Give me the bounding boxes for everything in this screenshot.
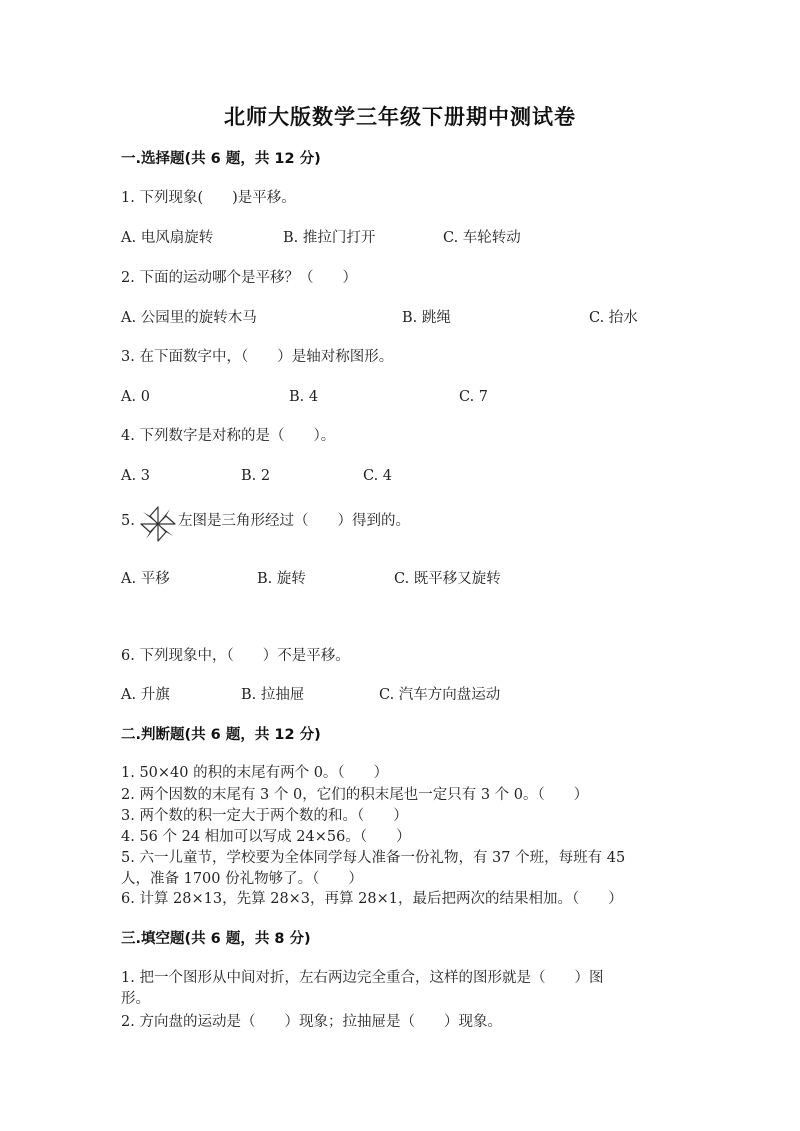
fill-item-2: 2. 方向盘的运动是（ ）现象；拉抽屉是（ ）现象。: [121, 1014, 502, 1030]
question-1-option-a: A. 电风扇旋转: [121, 230, 214, 246]
question-1-stem: 1. 下列现象( )是平移。: [121, 190, 296, 206]
question-2-option-a: A. 公园里的旋转木马: [121, 310, 257, 326]
judgement-item-4: 4. 56 个 24 相加可以写成 24×56。（ ）: [121, 829, 411, 845]
question-4-option-a: A. 3: [121, 468, 150, 484]
question-4-option-c: C. 4: [363, 468, 393, 484]
question-6-option-b: B. 拉抽屉: [241, 687, 305, 703]
question-6-option-a: A. 升旗: [121, 687, 170, 703]
section-heading-choice: 一.选择题(共 6 题，共 12 分): [121, 151, 321, 167]
question-6-stem: 6. 下列现象中，（ ）不是平移。: [121, 648, 350, 664]
question-5-option-a: A. 平移: [121, 571, 170, 587]
question-1-option-c: C. 车轮转动: [443, 230, 521, 246]
question-3-option-b: B. 4: [289, 389, 319, 405]
fill-item-1-line-2: 形。: [121, 991, 150, 1007]
judgement-item-2: 2. 两个因数的末尾有 3 个 0，它们的积末尾也一定只有 3 个 0。（ ）: [121, 787, 589, 803]
question-5-number: 5.: [121, 513, 135, 529]
question-2-option-c: C. 抬水: [589, 310, 638, 326]
judgement-item-1: 1. 50×40 的积的末尾有两个 0。（ ）: [121, 765, 389, 781]
page-title: 北师大版数学三年级下册期中测试卷: [224, 105, 576, 129]
question-3-option-a: A. 0: [121, 389, 150, 405]
question-4-option-b: B. 2: [241, 468, 271, 484]
question-2-stem: 2. 下面的运动哪个是平移？（ ）: [121, 270, 357, 286]
question-6-option-c: C. 汽车方向盘运动: [379, 687, 501, 703]
judgement-item-5-line-1: 5. 六一儿童节，学校要为全体同学每人准备一份礼物，有 37 个班，每班有 45: [121, 850, 626, 866]
question-5-option-b: B. 旋转: [257, 571, 306, 587]
judgement-item-3: 3. 两个数的积一定大于两个数的和。（ ）: [121, 808, 408, 824]
question-5-stem: 左图是三角形经过（ ）得到的。: [178, 513, 410, 529]
question-5-option-c: C. 既平移又旋转: [394, 571, 501, 587]
section-heading-fill-blank: 三.填空题(共 6 题，共 8 分): [121, 931, 311, 947]
question-3-stem: 3. 在下面数字中，（ ）是轴对称图形。: [121, 349, 394, 365]
question-4-stem: 4. 下列数字是对称的是（ ）。: [121, 428, 336, 444]
pinwheel-figure: [138, 504, 178, 544]
judgement-item-5-line-2: 人，准备 1700 份礼物够了。（ ）: [121, 871, 363, 887]
fill-item-1-line-1: 1. 把一个图形从中间对折，左右两边完全重合，这样的图形就是（ ）图: [121, 970, 604, 986]
question-3-option-c: C. 7: [459, 389, 489, 405]
question-2-option-b: B. 跳绳: [402, 310, 451, 326]
section-heading-judgement: 二.判断题(共 6 题，共 12 分): [121, 727, 321, 743]
judgement-item-6: 6. 计算 28×13，先算 28×3，再算 28×1，最后把两次的结果相加。（ ）: [121, 891, 623, 907]
question-1-option-b: B. 推拉门打开: [283, 230, 376, 246]
